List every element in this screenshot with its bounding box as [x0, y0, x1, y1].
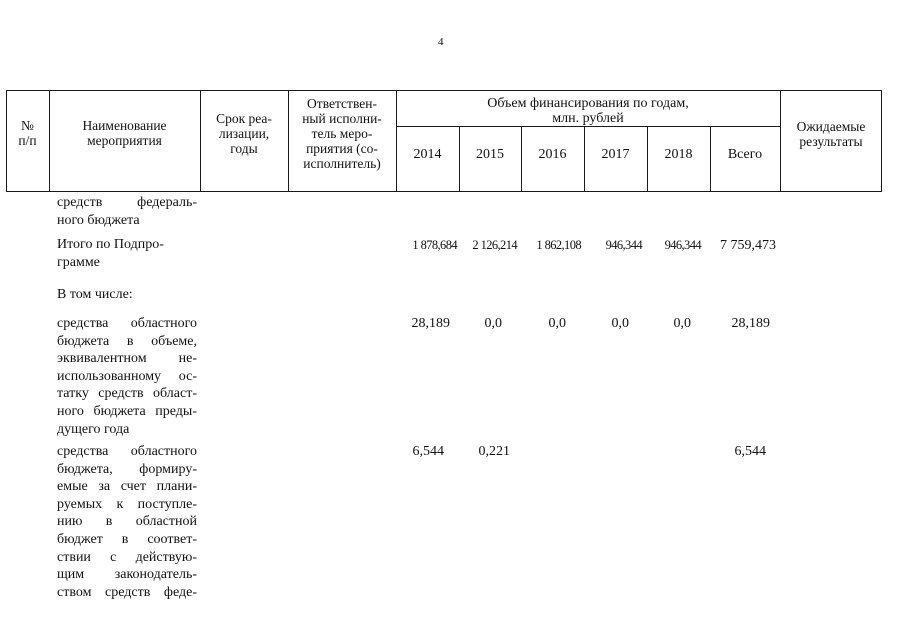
regional-balance-2015: 0,0 [484, 316, 502, 331]
regional-balance-2014: 28,189 [411, 316, 450, 331]
total-2018: 946,344 [664, 238, 701, 252]
header-col-funding: Объем финансирования по годам, млн. рублей [487, 96, 689, 126]
header-year-2014: 2014 [413, 147, 442, 162]
header-col-period: Срок реа- лизации, годы [216, 111, 272, 156]
regional-federal-2015: 0,221 [478, 444, 510, 459]
page-number: 4 [438, 36, 444, 48]
header-col-executor: Ответствен- ный исполни- тель меро- приятия (со- исполнитель) [302, 96, 382, 171]
row-regional-federal-label: средства областного бюджета, формиру- емые за счет плани- руемых к поступле- нию в областной бюджет в соответ- ствии с действую- щим законодатель- ством средств феде- [57, 444, 197, 600]
total-2015: 2 126,214 [472, 238, 517, 252]
header-year-total: Всего [727, 147, 763, 162]
regional-balance-2018: 0,0 [673, 316, 691, 331]
header-year-2016: 2016 [538, 147, 567, 162]
row-federal-budget-label: средств федераль- ного бюджета [57, 195, 197, 228]
row-regional-balance-label: средства областного бюджета в объеме, эквивалентном не- использованному ос- татку средств област- ного бюджета преды- дущего года [57, 316, 197, 437]
header-year-2017: 2017 [601, 147, 630, 162]
header-col-results: Ожидаемые результаты [796, 119, 866, 149]
header-year-2018: 2018 [664, 147, 693, 162]
header-col-num: № п/п [18, 118, 37, 148]
regional-balance-2017: 0,0 [611, 316, 629, 331]
regional-federal-total: 6,544 [734, 444, 766, 459]
total-2014: 1 878,684 [412, 238, 457, 252]
row-including-label: В том числе: [57, 287, 133, 302]
header-year-2015: 2015 [476, 147, 504, 162]
row-total-label: Итого по Подпро- грамме [57, 237, 164, 270]
total-all: 7 759,473 [720, 238, 776, 253]
total-2016: 1 862,108 [536, 238, 581, 252]
regional-balance-total: 28,189 [731, 316, 770, 331]
header-col-name: Наименование мероприятия [82, 118, 167, 148]
regional-balance-2016: 0,0 [548, 316, 566, 331]
regional-federal-2014: 6,544 [412, 444, 444, 459]
total-2017: 946,344 [605, 238, 642, 252]
